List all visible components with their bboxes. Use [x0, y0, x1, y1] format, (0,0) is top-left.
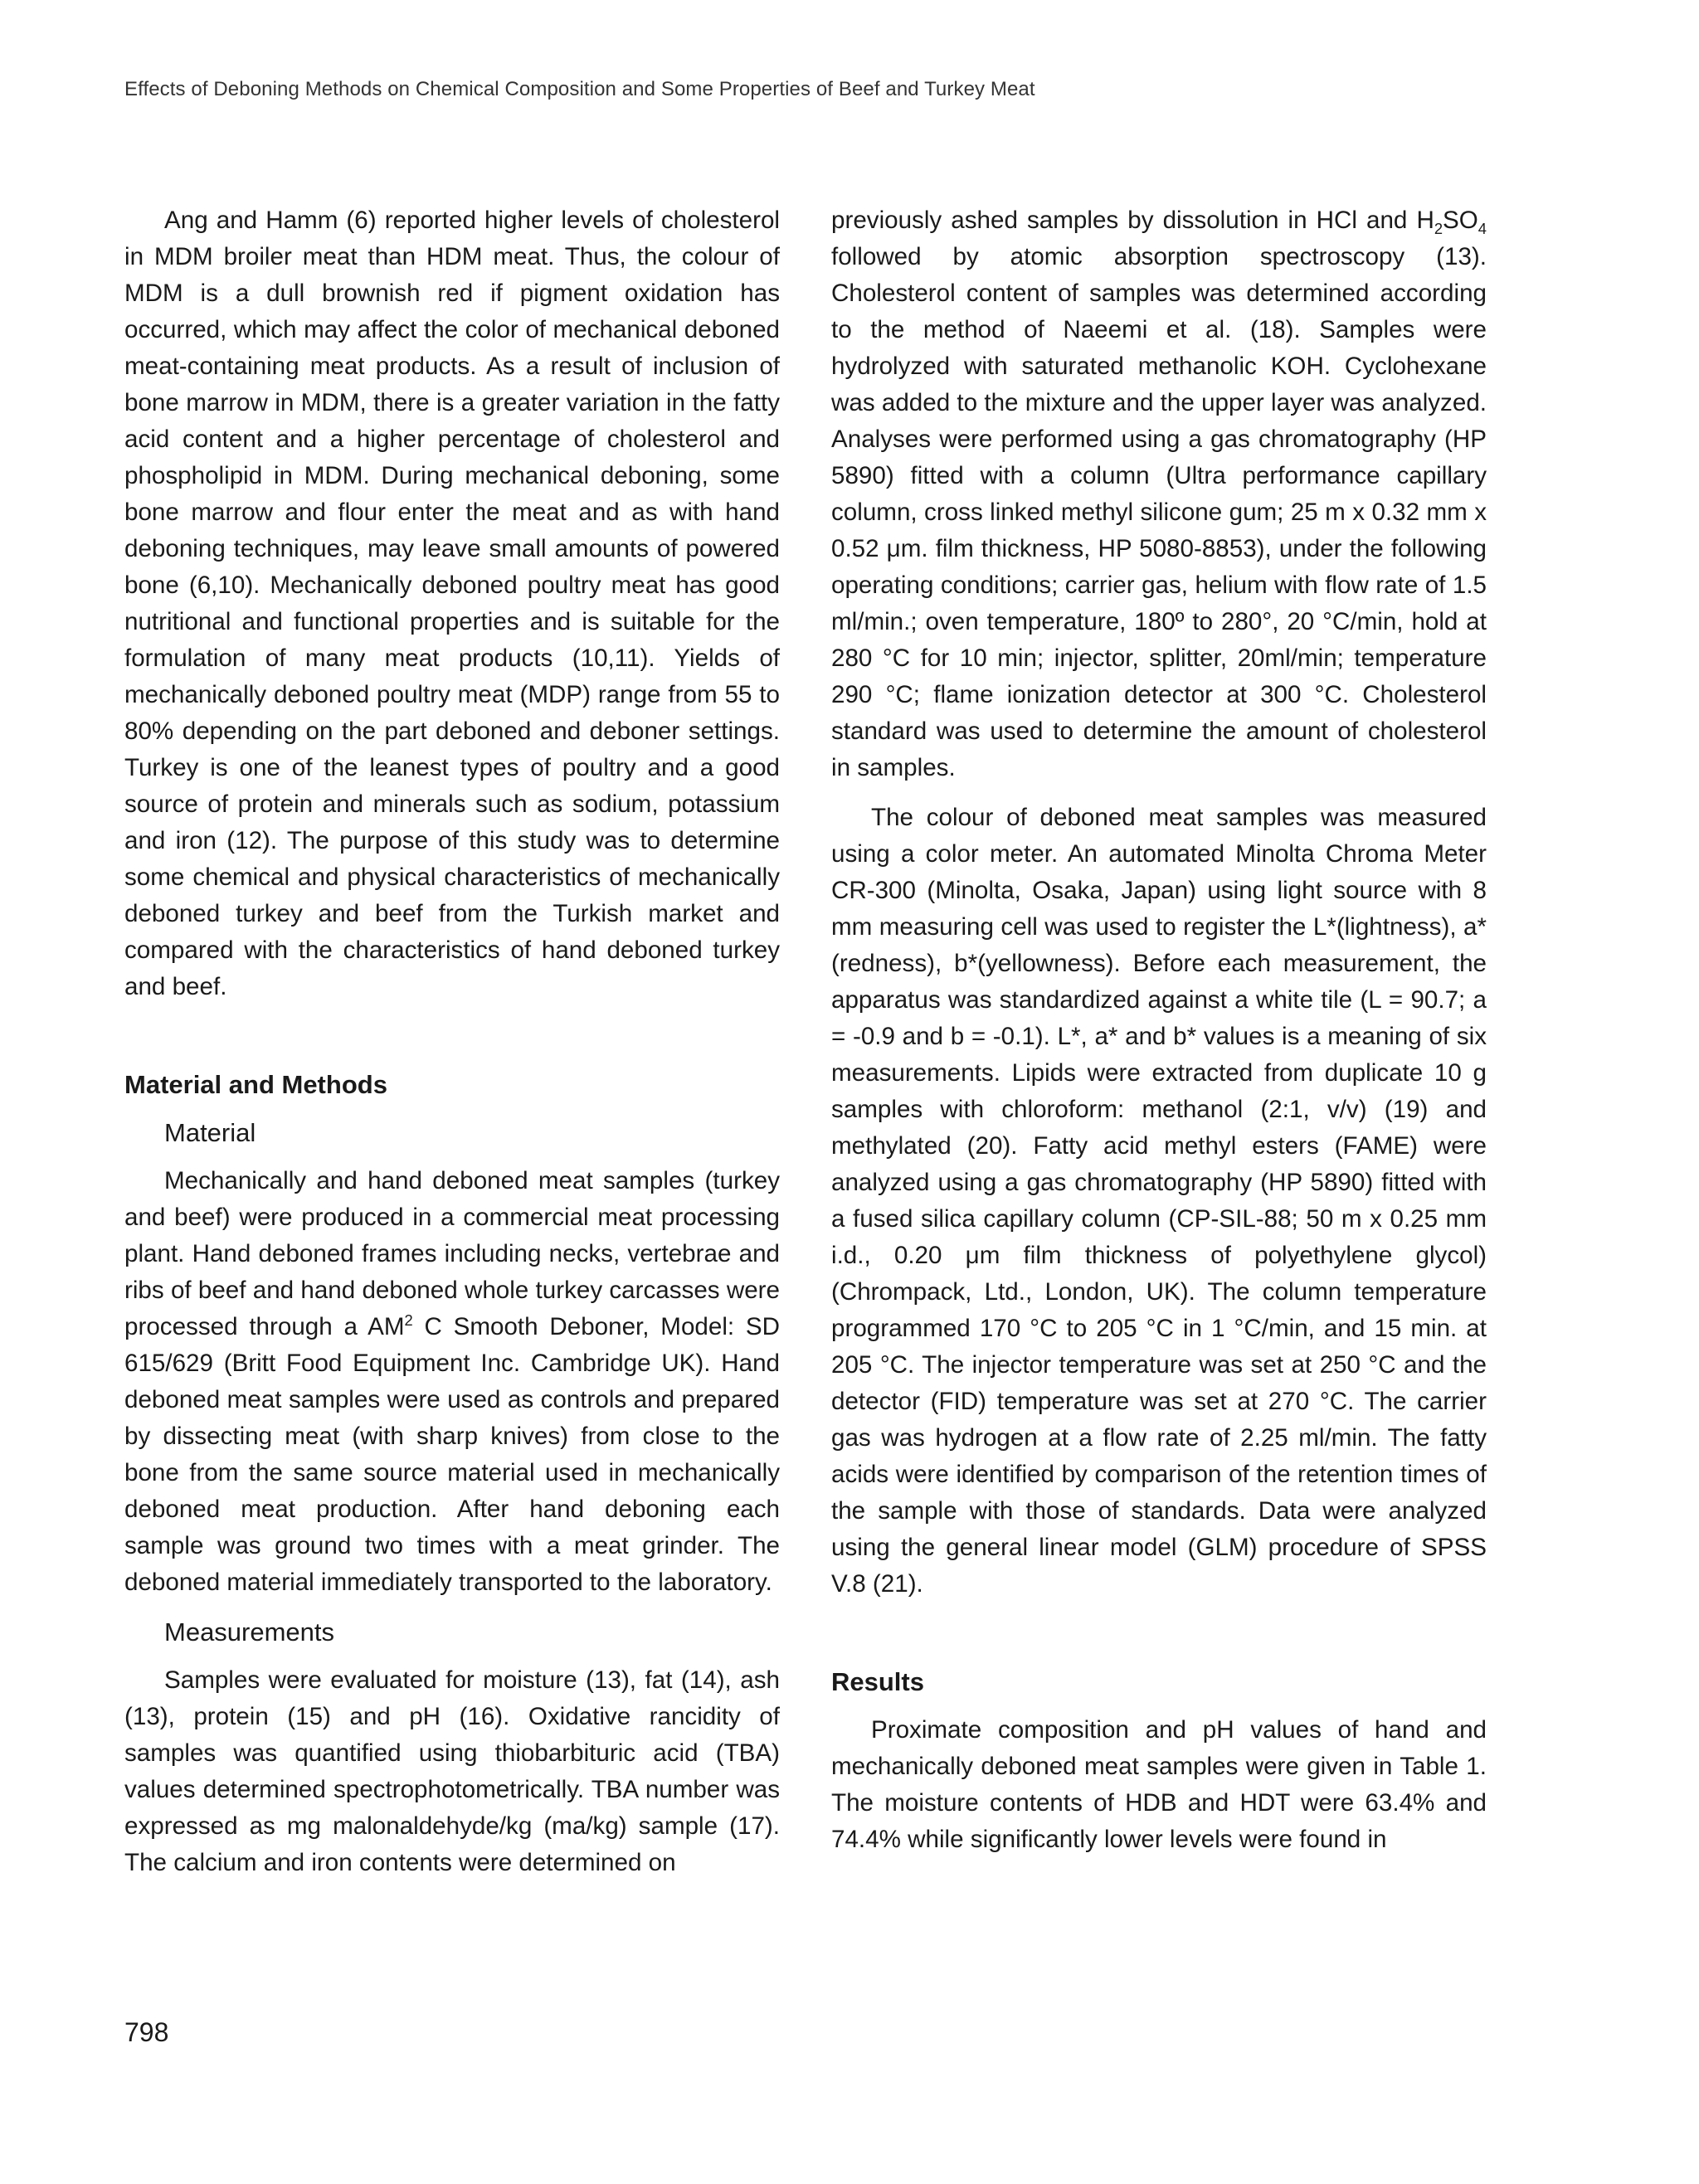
section-gap	[124, 1019, 780, 1067]
colour-paragraph: The colour of deboned meat samples was measured using a color meter. An automated Minolta Chroma Meter CR-300 (Minolta, Osaka, Japan) using light source with 8 mm measuring cell was used to register the L*(lightness), a*(redness), b*(yellowness). Before each measurement, the apparatus was standardized against a white tile (L = 90.7; a = -0.9 and b = -0.1). L*, a* and b* values is a meaning of six measurements. Lipids were extracted from duplicate 10 g samples with chloroform: methanol (2:1, v/v) (19) and methylated (20). Fatty acid methyl esters (FAME) were analyzed using a gas chromatography (HP 5890) fitted with a fused silica capillary column (CP-SIL-88; 50 m x 0.25 mm i.d., 0.20 μm film thickness of polyethylene glycol) (Chrompack, Ltd., London, UK). The column temperature programmed 170 °C to 205 °C in 1 °C/min, and 15 min. at 205 °C. The injector temperature was set at 250 °C and the detector (FID) temperature was set at 270 °C. The carrier gas was hydrogen at a flow rate of 2.25 ml/min. The fatty acids were identified by comparison of the retention times of the sample with those of standards. Data were analyzed using the general linear model (GLM) procedure of SPSS V.8 (21).	[831, 804, 1487, 1598]
material-subheading: Material	[164, 1118, 256, 1147]
results-paragraph: Proximate composition and pH values of hand and mechanically deboned meat samples were given in Table 1. The moisture contents of HDB and HDT were 63.4% and 74.4% while significantly lower levels were found in	[831, 1716, 1487, 1853]
right-column	[831, 202, 1487, 1871]
measurements-paragraph: Samples were evaluated for moisture (13), fat (14), ash (13), protein (15) and pH (16). Oxidative rancidity of samples was quantified using thiobarbituric acid (TBA) values determined spectrophotometrically. TBA number was expressed as mg malonaldehyde/kg (ma/kg) sample (17). The calcium and iron contents were determined on	[124, 1666, 780, 1876]
continued-text-part2: SO	[1443, 207, 1478, 234]
measurements-subheading: Measurements	[164, 1617, 335, 1647]
material-superscript: 2	[404, 1311, 413, 1330]
material-paragraph	[124, 1163, 780, 1601]
continued-subscript-1: 2	[1434, 219, 1443, 237]
running-header: Effects of Deboning Methods on Chemical Composition and Some Properties of Beef and Turkey Meat	[124, 78, 1035, 100]
section-gap	[831, 1616, 1487, 1664]
continued-text-part1: previously ashed samples by dissolution in HCl and H	[831, 207, 1434, 234]
material-text-part2: C Smooth Deboner, Model: SD 615/629 (Britt Food Equipment Inc. Cambridge UK). Hand deboned meat samples were used as controls and prepared by dissecting meat (with sharp knives) from close to the bone from the same source material used in mechanically deboned meat production. After hand deboning each sample was ground two times with a meat grinder. The deboned material immediately transported to the laboratory.	[124, 1313, 781, 1596]
left-column	[124, 202, 780, 1895]
continued-paragraph	[831, 202, 1487, 786]
intro-paragraph: Ang and Hamm (6) reported higher levels of cholesterol in MDM broiler meat than HDM meat. Thus, the colour of MDM is a dull brownish red if pigment oxidation has occurred, which may affect the color of mechanical deboned meat-containing meat products. As a result of inclusion of bone marrow in MDM, there is a greater variation in the fatty acid content and a higher percentage of cholesterol and phospholipid in MDM. During mechanical deboning, some bone marrow and flour enter the meat and as with hand deboning techniques, may leave small amounts of powered bone (6,10). Mechanically deboned poultry meat has good nutritional and functional properties and is suitable for the formulation of many meat products (10,11). Yields of mechanically deboned poultry meat (MDP) range from 55 to 80% depending on the part deboned and deboner settings. Turkey is one of the leanest types of poultry and a good source of protein and minerals such as sodium, potassium and iron (12). The purpose of this study was to determine some chemical and physical characteristics of mechanically deboned turkey and beef from the Turkish market and compared with the characteristics of hand deboned turkey and beef.	[124, 207, 780, 1000]
continued-text-part3: followed by atomic absorption spectroscopy (13). Cholesterol content of samples was determined according to the method of Naeemi et al. (18). Samples were hydrolyzed with saturated methanolic KOH. Cyclohexane was added to the mixture and the upper layer was analyzed. Analyses were performed using a gas chromatography (HP 5890) fitted with a column (Ultra performance capillary column, cross linked methyl silicone gum; 25 m x 0.32 mm x 0.52 μm. film thickness, HP 5080-8853), under the following operating conditions; carrier gas, helium with flow rate of 1.5 ml/min.; oven temperature, 180º to 280°, 20 °C/min, hold at 280 °C for 10 min; injector, splitter, 20ml/min; temperature 290 °C; flame ionization detector at 300 °C. Cholesterol standard was used to determine the amount of cholesterol in samples.	[831, 243, 1487, 781]
results-heading: Results	[831, 1667, 924, 1696]
page-number: 798	[124, 2017, 169, 2047]
material-and-methods-heading: Material and Methods	[124, 1070, 387, 1099]
material-text-part1: Mechanically and hand deboned meat samples (turkey and beef) were produced in a commercial meat processing plant. Hand deboned frames including necks, vertebrae and ribs of beef and hand deboned whole turkey carcasses were processed through a AM	[124, 1167, 780, 1340]
continued-subscript-2: 4	[1477, 219, 1487, 237]
